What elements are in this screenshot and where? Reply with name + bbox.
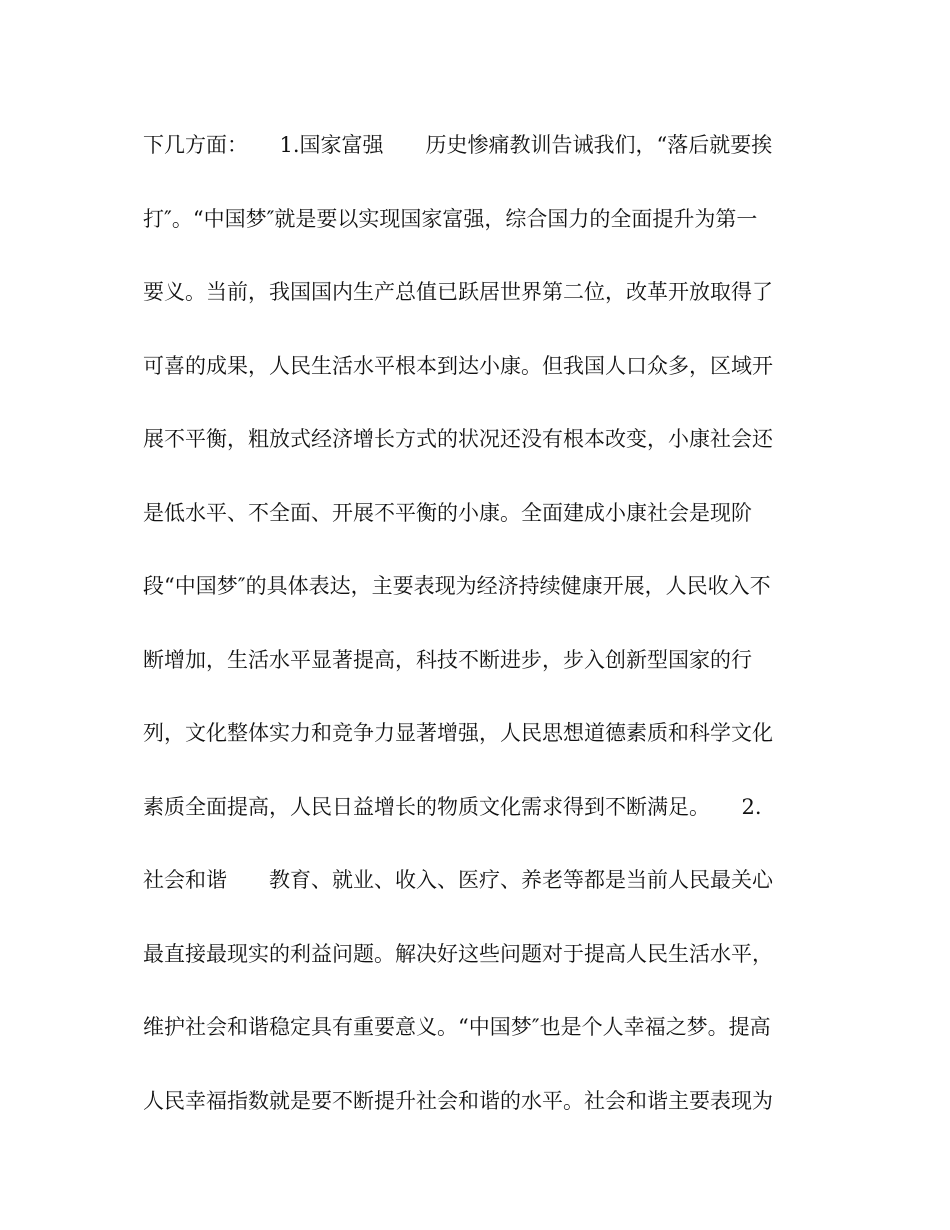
text-line: 展不平衡，粗放式经济增长方式的状况还没有根本改变，小康社会还 bbox=[143, 427, 773, 451]
text-line: 列，文化整体实力和竞争力显著增强，人民思想道德素质和科学文化 bbox=[143, 721, 773, 745]
text-line: 段“中国梦″的具体表达，主要表现为经济持续健康开展，人民收入不 bbox=[143, 574, 771, 598]
text-line: 是低水平、不全面、开展不平衡的小康。全面建成小康社会是现阶 bbox=[143, 500, 752, 525]
text-line: 维护社会和谐稳定具有重要意义。“中国梦″也是个人幸福之梦。提高 bbox=[143, 1015, 771, 1039]
text-line: 下几方面： 1.国家富强 历史惨痛教训告诫我们，“落后就要挨 bbox=[143, 133, 773, 157]
text-line: 打″。“中国梦″就是要以实现国家富强，综合国力的全面提升为第一 bbox=[143, 206, 758, 231]
text-line: 可喜的成果，人民生活水平根本到达小康。但我国人口众多，区域开 bbox=[143, 353, 773, 378]
text-line: 人民幸福指数就是要不断提升社会和谐的水平。社会和谐主要表现为 bbox=[143, 1088, 773, 1113]
text-line: 社会和谐 教育、就业、收入、医疗、养老等都是当前人民最关心 bbox=[143, 868, 773, 892]
text-line: 素质全面提高，人民日益增长的物质文化需求得到不断满足。 2. bbox=[143, 794, 762, 819]
body-text bbox=[143, 126, 813, 1155]
text-line: 断增加，生活水平显著提高，科技不断进步，步入创新型国家的行 bbox=[143, 647, 752, 672]
text-line: 最直接最现实的利益问题。解决好这些问题对于提高人民生活水平， bbox=[143, 941, 773, 966]
text-line: 要义。当前，我国国内生产总值已跃居世界第二位，改革开放取得了 bbox=[143, 280, 773, 304]
